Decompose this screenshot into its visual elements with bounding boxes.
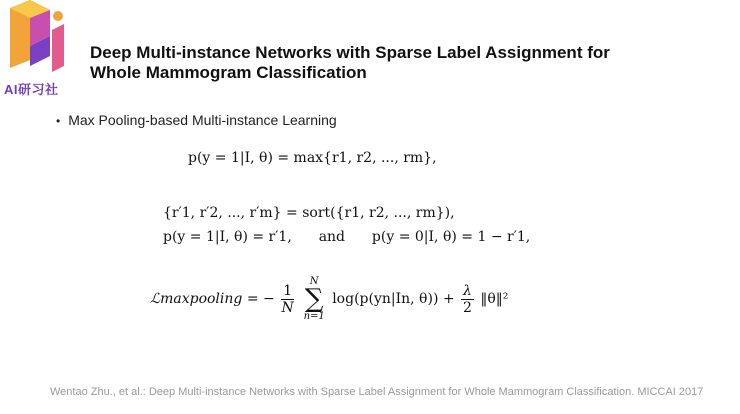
fraction-denominator: N <box>281 299 294 316</box>
loss-symbol: ℒmaxpooling <box>150 291 243 307</box>
regularization-term: ‖θ‖² <box>480 291 509 307</box>
equation-prob-negative: p(y = 0|I, θ) = 1 − r′1, <box>371 229 531 245</box>
equation-and: and <box>318 229 346 245</box>
equation-prob-positive: p(y = 1|I, θ) = r′1, <box>163 229 292 245</box>
bullet-item <box>56 112 337 128</box>
equation-sort: {r′1, r′2, ..., r′m} = sort({r1, r2, ..., rm}), <box>163 205 455 221</box>
fraction-one-over-n <box>281 283 294 316</box>
equation-probabilities <box>163 229 530 245</box>
equation-max-pooling: p(y = 1|I, θ) = max{r1, r2, ..., rm}, <box>188 150 437 166</box>
fraction-numerator: 1 <box>283 282 293 299</box>
slide-title-line-2: Whole Mammogram Classification <box>90 63 367 82</box>
summation <box>304 276 325 322</box>
logo-wordmark: AI研习社 <box>4 82 59 97</box>
loss-log-term: log(p(yn|In, θ)) + <box>332 291 455 307</box>
bullet-dot-icon: • <box>56 114 61 128</box>
slide-title <box>90 43 710 83</box>
citation-footer: Wentao Zhu., et al.: Deep Multi-instance Networks with Sparse Label Assignment for Whole Mammogram Classification. MICCAI 2017 <box>50 386 704 398</box>
equation-loss: ℒmaxpooling = − $\frac{1}{N}$ N ∑ n=1 log(p(yn|In, θ)) + $\frac{\lambda}{2}$ ‖θ‖² <box>150 276 509 322</box>
fraction-lambda-over-two <box>461 283 474 316</box>
sum-upper-limit: N <box>309 276 319 287</box>
fraction-numerator: λ <box>463 282 472 299</box>
fraction-denominator: 2 <box>463 299 472 316</box>
bullet-text: Max Pooling-based Multi-instance Learning <box>68 112 337 128</box>
slide-title-line-1: Deep Multi-instance Networks with Sparse Label Assignment for <box>90 43 610 62</box>
sum-lower-limit: n=1 <box>303 311 325 322</box>
sigma-symbol: ∑ <box>304 284 324 314</box>
